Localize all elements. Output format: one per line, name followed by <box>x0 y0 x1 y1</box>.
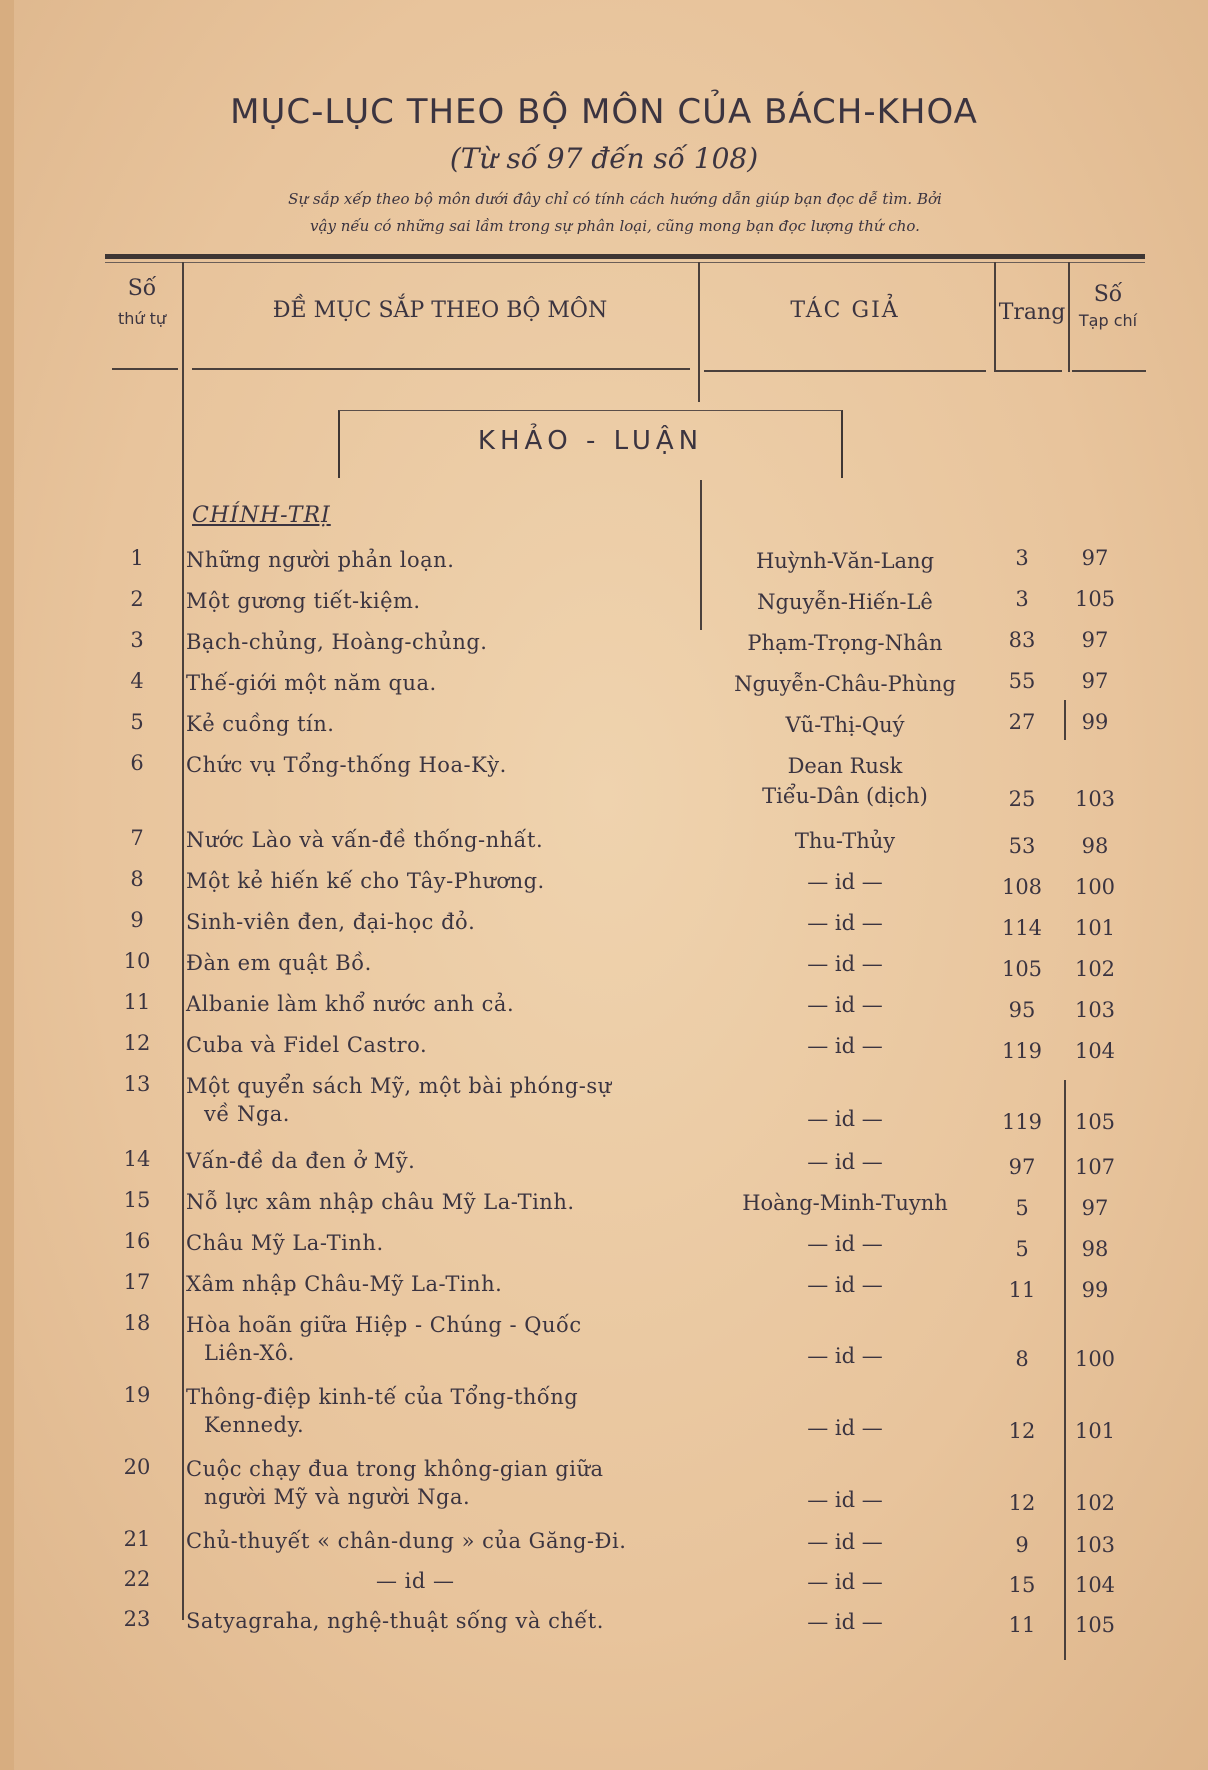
column-header-page: Trang <box>998 300 1066 325</box>
row-author: — id — <box>807 1344 883 1368</box>
row-issue: 103 <box>1074 998 1116 1022</box>
row-author: Vũ-Thị-Quý <box>785 713 905 737</box>
row-topic: Một gương tiết-kiệm. <box>186 589 421 613</box>
row-author: — id — <box>807 870 883 894</box>
row-number: 18 <box>123 1311 151 1335</box>
row-topic: Vấn-đề da đen ở Mỹ. <box>186 1149 416 1173</box>
row-issue: 98 <box>1081 834 1109 858</box>
table-row <box>0 1527 1208 1567</box>
row-topic: Satyagraha, nghệ-thuật sống và chết. <box>186 1609 604 1633</box>
row-page: 5 <box>1015 1237 1029 1261</box>
row-topic: Chức vụ Tổng-thống Hoa-Kỳ. <box>186 753 507 777</box>
row-issue: 100 <box>1074 875 1116 899</box>
row-issue: 98 <box>1081 1237 1109 1261</box>
table-row <box>0 628 1208 668</box>
row-topic: Albanie làm khổ nước anh cả. <box>186 992 515 1016</box>
subsection-title: CHÍNH-TRỊ <box>192 503 331 528</box>
table-row <box>0 1383 1208 1451</box>
row-issue: 102 <box>1074 1491 1116 1515</box>
table-row <box>0 1188 1208 1228</box>
row-author: — id — <box>807 1416 883 1440</box>
table-row <box>0 1072 1208 1142</box>
row-number: 5 <box>130 710 144 734</box>
row-issue: 97 <box>1081 546 1109 570</box>
table-row <box>0 1031 1208 1071</box>
table-row <box>0 1455 1208 1523</box>
row-page: 97 <box>1008 1155 1036 1179</box>
table-row <box>0 1229 1208 1269</box>
table-row <box>0 1567 1208 1607</box>
row-page: 11 <box>1008 1613 1036 1637</box>
row-issue: 103 <box>1074 1533 1116 1557</box>
row-topic: Cuba và Fidel Castro. <box>186 1033 428 1057</box>
row-topic-line2: về Nga. <box>204 1102 290 1126</box>
table-row <box>0 867 1208 907</box>
table-row <box>0 546 1208 586</box>
table-row <box>0 1270 1208 1310</box>
row-page: 9 <box>1015 1533 1029 1557</box>
row-number: 6 <box>130 751 144 775</box>
column-header-topic: ĐỀ MỤC SẮP THEO BỘ MÔN <box>272 298 608 323</box>
row-topic: Đàn em quật Bồ. <box>186 951 372 975</box>
column-rule-2-top <box>698 262 700 402</box>
column-header-number <box>100 276 184 328</box>
row-topic-line2: Liên-Xô. <box>204 1341 295 1365</box>
row-page: 12 <box>1008 1419 1036 1443</box>
column-header-number-line2: thứ tự <box>117 309 167 328</box>
column-header-issue-line2: Tạp chí <box>1078 311 1138 330</box>
row-topic: Nỗ lực xâm nhập châu Mỹ La-Tinh. <box>186 1190 575 1214</box>
page-title: MỤC-LỤC THEO BỘ MÔN CỦA BÁCH-KHOA <box>230 92 978 132</box>
row-number: 23 <box>123 1607 151 1631</box>
column-rule-3 <box>994 262 996 372</box>
row-topic: Kẻ cuồng tín. <box>186 712 335 736</box>
row-topic: Bạch-chủng, Hoàng-chủng. <box>186 630 488 654</box>
table-row <box>0 751 1208 821</box>
row-topic: Nước Lào và vấn-đề thống-nhất. <box>186 828 544 852</box>
row-issue: 105 <box>1074 587 1116 611</box>
row-issue: 105 <box>1074 1613 1116 1637</box>
row-topic <box>186 1072 696 1128</box>
row-page: 3 <box>1015 587 1029 611</box>
row-page: 55 <box>1008 669 1036 693</box>
table-row <box>0 826 1208 866</box>
row-topic <box>186 1311 696 1367</box>
row-issue: 101 <box>1074 916 1116 940</box>
table-row <box>0 710 1208 750</box>
column-header-issue <box>1068 282 1148 330</box>
row-topic-line1: Hòa hoãn giữa Hiệp - Chúng - Quốc <box>186 1313 582 1337</box>
row-issue: 99 <box>1081 1278 1109 1302</box>
row-number: 7 <box>130 826 144 850</box>
row-author: — id — <box>807 911 883 935</box>
row-author: — id — <box>807 1150 883 1174</box>
row-issue: 107 <box>1074 1155 1116 1179</box>
row-page: 27 <box>1008 710 1036 734</box>
row-page: 53 <box>1008 834 1036 858</box>
table-row <box>0 1147 1208 1187</box>
column-header-author: TÁC GIẢ <box>790 298 900 323</box>
row-number: 8 <box>130 867 144 891</box>
row-page: 95 <box>1008 998 1036 1022</box>
header-underline-issue <box>1072 370 1146 372</box>
row-number: 4 <box>130 669 144 693</box>
table-row <box>0 949 1208 989</box>
row-author: — id — <box>807 1488 883 1512</box>
header-underline-topic <box>192 368 690 370</box>
row-number: 16 <box>123 1229 151 1253</box>
row-topic <box>186 1455 696 1511</box>
row-issue: 97 <box>1081 669 1109 693</box>
row-author-line2: Tiểu-Dân (dịch) <box>762 784 928 808</box>
row-issue: 97 <box>1081 1196 1109 1220</box>
header-rule <box>105 254 1145 259</box>
row-topic-line1: Thông-điệp kinh-tế của Tổng-thống <box>186 1385 579 1409</box>
row-author: — id — <box>807 993 883 1017</box>
row-topic-line2: người Mỹ và người Nga. <box>204 1485 471 1509</box>
row-topic: Một kẻ hiến kế cho Tây-Phương. <box>186 869 545 893</box>
row-author: Thu-Thủy <box>794 829 896 853</box>
row-page: 8 <box>1015 1347 1029 1371</box>
row-author: — id — <box>807 1530 883 1554</box>
row-number: 10 <box>123 949 151 973</box>
row-topic-line1: Cuộc chạy đua trong không-gian giữa <box>186 1457 604 1481</box>
row-author: Nguyễn-Châu-Phùng <box>734 672 956 696</box>
row-issue: 100 <box>1074 1347 1116 1371</box>
section-title: KHẢO - LUẬN <box>477 426 704 456</box>
row-issue: 101 <box>1074 1419 1116 1443</box>
row-author-line1: Dean Rusk <box>787 754 903 778</box>
row-number: 22 <box>123 1567 151 1591</box>
row-number: 11 <box>123 990 151 1014</box>
row-page: 5 <box>1015 1196 1029 1220</box>
row-number: 19 <box>123 1383 151 1407</box>
row-author: — id — <box>807 1034 883 1058</box>
table-row <box>0 669 1208 709</box>
row-author: Nguyễn-Hiến-Lê <box>757 590 933 614</box>
row-number: 21 <box>123 1527 151 1551</box>
row-author: — id — <box>807 952 883 976</box>
row-author <box>700 751 990 811</box>
table-row <box>0 908 1208 948</box>
table-row <box>0 990 1208 1030</box>
row-issue: 104 <box>1074 1573 1116 1597</box>
row-page: 114 <box>1001 916 1043 940</box>
row-issue: 99 <box>1081 710 1109 734</box>
row-author: — id — <box>807 1107 883 1131</box>
row-author: — id — <box>807 1610 883 1634</box>
row-topic: Những người phản loạn. <box>186 548 455 572</box>
row-page: 12 <box>1008 1491 1036 1515</box>
row-page: 11 <box>1008 1278 1036 1302</box>
intro-note-line2: vậy nếu có những sai lầm trong sự phân loại, cũng mong bạn đọc lượng thứ cho. <box>310 217 920 235</box>
row-number: 14 <box>123 1147 151 1171</box>
row-number: 13 <box>123 1072 151 1096</box>
header-underline-author <box>704 370 986 372</box>
row-number: 1 <box>130 546 144 570</box>
row-number: 3 <box>130 628 144 652</box>
table-row <box>0 1311 1208 1379</box>
row-page: 105 <box>1001 957 1043 981</box>
row-issue: 97 <box>1081 628 1109 652</box>
column-header-issue-line1: Số <box>1093 282 1123 307</box>
row-topic: Thế-giới một năm qua. <box>186 671 437 695</box>
row-author: — id — <box>807 1570 883 1594</box>
row-topic <box>186 1383 696 1439</box>
header-underline-number <box>112 368 178 370</box>
row-number: 9 <box>130 908 144 932</box>
column-rule-4 <box>1068 262 1070 372</box>
row-page: 25 <box>1008 787 1036 811</box>
row-author: Huỳnh-Văn-Lang <box>755 549 935 573</box>
row-topic: Chủ-thuyết « chân-dung » của Găng-Đi. <box>186 1529 627 1553</box>
row-author: — id — <box>807 1273 883 1297</box>
row-number: 2 <box>130 587 144 611</box>
row-issue: 105 <box>1074 1110 1116 1134</box>
intro-note-line1: Sự sắp xếp theo bộ môn dưới đây chỉ có tính cách hướng dẫn giúp bạn đọc dễ tìm. Bởi <box>288 190 942 208</box>
row-page: 119 <box>1001 1110 1043 1134</box>
row-topic: Xâm nhập Châu-Mỹ La-Tinh. <box>186 1272 503 1296</box>
row-topic-line1: Một quyển sách Mỹ, một bài phóng-sự <box>186 1074 612 1098</box>
row-topic-line2: Kennedy. <box>204 1413 305 1437</box>
row-page: 3 <box>1015 546 1029 570</box>
row-author: — id — <box>807 1232 883 1256</box>
row-page: 119 <box>1001 1039 1043 1063</box>
intro-note <box>160 186 1070 240</box>
row-page: 15 <box>1008 1573 1036 1597</box>
row-author: Hoàng-Minh-Tuynh <box>742 1191 948 1215</box>
row-page: 108 <box>1001 875 1043 899</box>
page-subtitle: (Từ số 97 đến số 108) <box>449 142 759 175</box>
row-issue: 102 <box>1074 957 1116 981</box>
row-page: 83 <box>1008 628 1036 652</box>
row-number: 15 <box>123 1188 151 1212</box>
header-underline-page <box>996 370 1062 372</box>
table-row <box>0 1607 1208 1647</box>
row-topic: Sinh-viên đen, đại-học đỏ. <box>186 910 476 934</box>
row-number: 20 <box>123 1455 151 1479</box>
row-issue: 103 <box>1074 787 1116 811</box>
header-rule-thin <box>105 262 1145 263</box>
row-issue: 104 <box>1074 1039 1116 1063</box>
row-topic: — id — <box>376 1569 455 1593</box>
row-author: Phạm-Trọng-Nhân <box>747 631 943 655</box>
row-number: 12 <box>123 1031 151 1055</box>
row-number: 17 <box>123 1270 151 1294</box>
row-topic: Châu Mỹ La-Tinh. <box>186 1231 384 1255</box>
table-row <box>0 587 1208 627</box>
column-header-number-line1: Số <box>127 276 157 301</box>
